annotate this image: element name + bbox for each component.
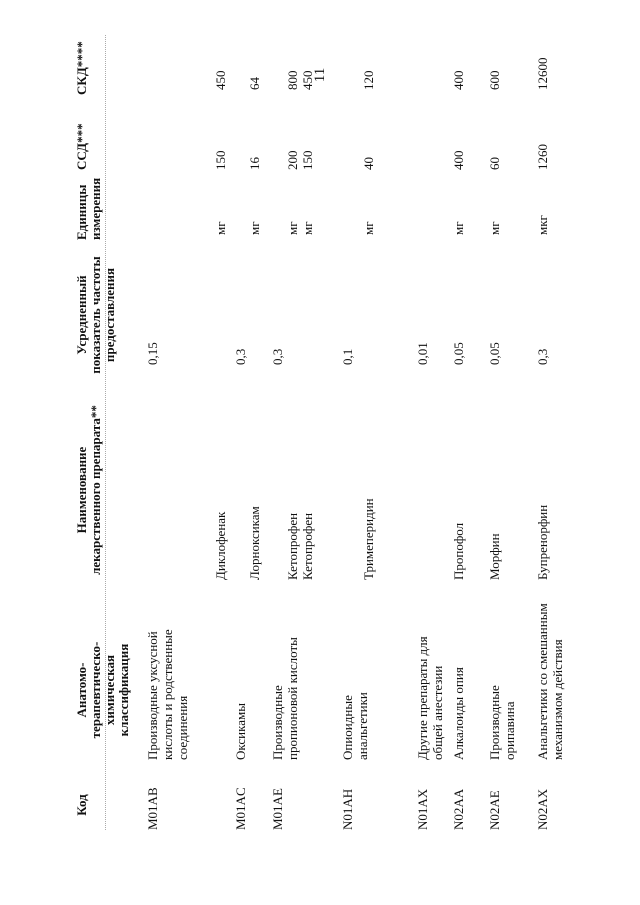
row-code: N02AE xyxy=(487,790,502,830)
row-atc: Производные уксусной кислоты и родственные соединения xyxy=(145,629,190,760)
header-drug: Наименование лекарственного препарата** xyxy=(74,405,103,575)
row-atc: Другие препараты для общей анестезии xyxy=(415,636,445,760)
row-drug: Морфин xyxy=(487,533,502,580)
row-drug: Пропофол xyxy=(451,522,466,580)
row-drug: Тримеперидин xyxy=(361,498,376,580)
row-units: мг xyxy=(487,221,502,235)
row-units-2: мг xyxy=(300,221,315,235)
row-code: N02AX xyxy=(535,788,550,830)
row-units: мкг xyxy=(535,215,550,235)
row-drug-2: Кетопрофен xyxy=(300,512,315,580)
header-ssd: ССД*** xyxy=(74,123,89,170)
row-ssd: 1260 xyxy=(535,144,550,170)
row-atc: Оксикамы xyxy=(233,703,248,760)
row-code: M01AC xyxy=(233,787,248,830)
row-drug: Лорноксикам xyxy=(247,506,262,580)
row-atc: Производные орипавина xyxy=(487,685,517,760)
header-divider xyxy=(105,35,106,830)
row-units: мг xyxy=(213,221,228,235)
row-skd: 800 xyxy=(285,70,300,90)
row-skd: 400 xyxy=(451,70,466,90)
row-freq: 0,01 xyxy=(415,342,430,365)
row-atc: Алкалоиды опия xyxy=(451,667,466,760)
row-skd: 600 xyxy=(487,70,502,90)
row-units: мг xyxy=(451,221,466,235)
row-freq: 0,3 xyxy=(233,348,248,365)
row-units: мг xyxy=(247,221,262,235)
row-drug-freq: 0,3 xyxy=(535,348,550,365)
row-ssd: 400 xyxy=(451,150,466,170)
row-code: N02AA xyxy=(451,788,466,830)
row-code: M01AB xyxy=(145,787,160,830)
row-drug-freq: 0,05 xyxy=(451,342,466,365)
row-drug: Бупренорфин xyxy=(535,504,550,580)
row-freq: 0,1 xyxy=(340,348,355,365)
row-code: M01AE xyxy=(270,788,285,830)
header-freq: Усредненный показатель частоты предоставления xyxy=(74,256,117,374)
row-skd-2: 450 xyxy=(300,70,315,90)
row-freq: 0,15 xyxy=(145,342,160,365)
row-ssd: 150 xyxy=(213,150,228,170)
row-skd: 450 xyxy=(213,70,228,90)
row-units: мг xyxy=(285,221,300,235)
row-units: мг xyxy=(361,221,376,235)
header-skd: СКД**** xyxy=(74,41,89,95)
header-atc: Анатомо-терапевтическо-химическая классификация xyxy=(74,641,131,739)
row-freq: 0,3 xyxy=(270,348,285,365)
row-freq: 0,05 xyxy=(487,342,502,365)
page-number: 11 xyxy=(312,67,328,83)
row-code: N01AX xyxy=(415,788,430,830)
row-skd: 120 xyxy=(361,70,376,90)
row-atc: Опиоидные анальгетики xyxy=(340,692,370,760)
row-drug: Диклофенак xyxy=(213,511,228,580)
row-code: N01AH xyxy=(340,788,355,830)
row-ssd: 16 xyxy=(247,157,262,170)
header-code: Код xyxy=(74,794,89,816)
drug-table xyxy=(75,30,635,830)
row-drug: Кетопрофен xyxy=(285,512,300,580)
row-ssd: 60 xyxy=(487,157,502,170)
row-skd: 64 xyxy=(247,77,262,90)
header-units: Единицы измерения xyxy=(74,177,103,240)
row-skd: 12600 xyxy=(535,57,550,90)
row-ssd: 40 xyxy=(361,157,376,170)
row-ssd-2: 150 xyxy=(300,150,315,170)
row-ssd: 200 xyxy=(285,150,300,170)
row-atc: Производные пропионовой кислоты xyxy=(270,637,300,760)
row-atc: Анальгетики со смешанным механизмом действия xyxy=(535,603,565,760)
